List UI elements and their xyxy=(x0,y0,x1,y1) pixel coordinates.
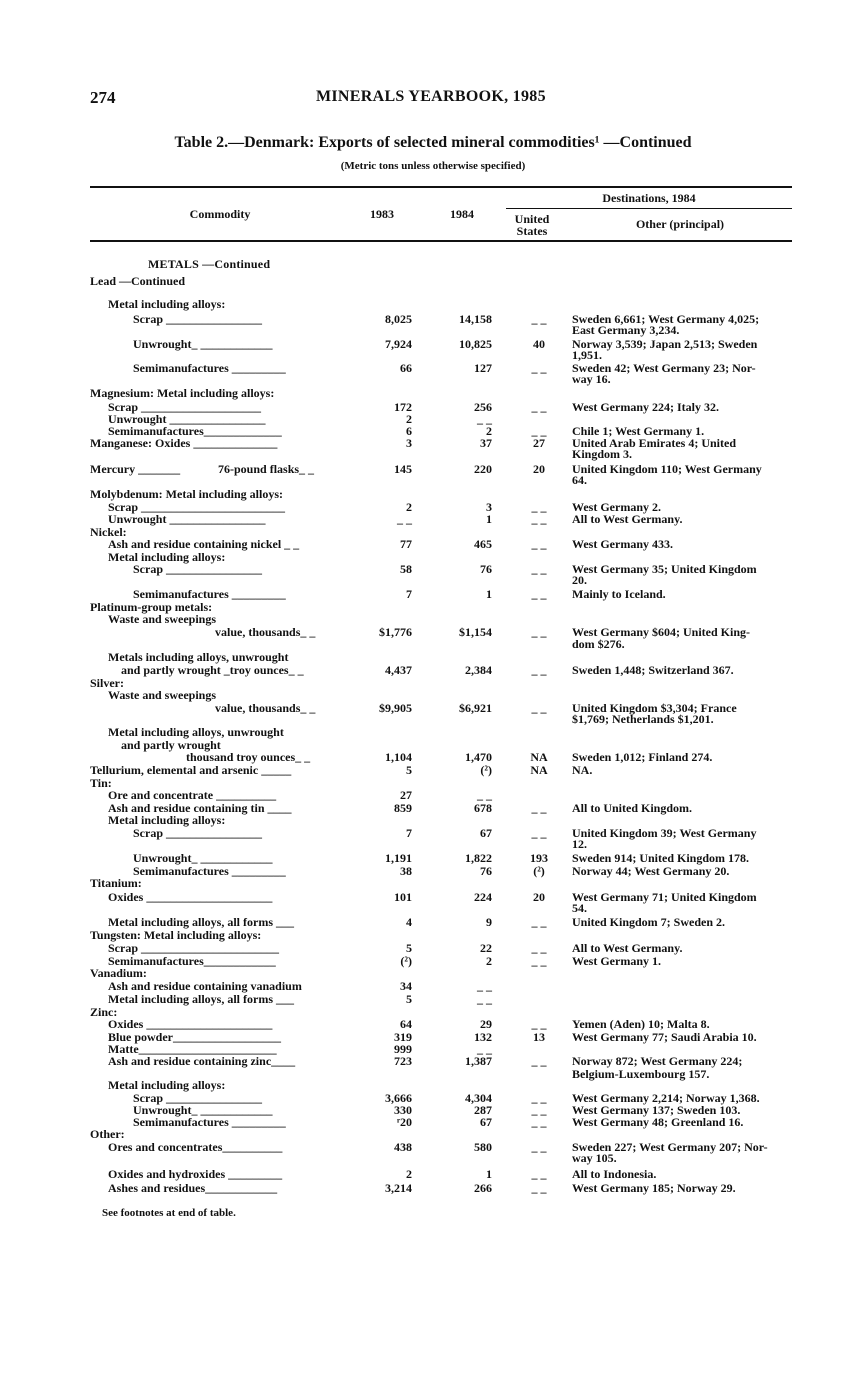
united-states-cell: _ _ xyxy=(531,1054,547,1068)
value-1984-cell: 2,384 xyxy=(465,663,492,677)
commodity-cell: Silver: xyxy=(90,676,124,690)
table-row xyxy=(0,993,866,1006)
header-united-states-line2: States xyxy=(516,224,548,238)
value-1984-cell: 127 xyxy=(474,361,492,375)
value-1984-cell: 256 xyxy=(474,400,492,414)
commodity-cell: Ore and concentrate __________ xyxy=(108,788,277,802)
value-1983-cell: 3,214 xyxy=(385,1181,412,1195)
table-row xyxy=(0,664,866,677)
destination-cell: United Arab Emirates 4; United xyxy=(572,436,736,450)
value-1984-cell: 67 xyxy=(480,826,492,840)
value-1984-cell: 29 xyxy=(480,1017,492,1031)
united-states-cell: 40 xyxy=(533,337,545,351)
commodity-cell: and partly wrought _troy ounces_ _ xyxy=(121,663,304,677)
united-states-cell: _ _ xyxy=(531,1091,547,1105)
united-states-cell: _ _ xyxy=(531,500,547,514)
value-1983-cell: 145 xyxy=(394,462,412,476)
destination-cell: United Kingdom 110; West Germany xyxy=(572,462,762,476)
commodity-cell: METALS —Continued xyxy=(148,257,271,271)
destination-cell: 20. xyxy=(572,573,587,587)
value-1984-cell: _ _ xyxy=(477,1042,492,1056)
commodity-cell: Vanadium: xyxy=(90,966,147,980)
value-1983-cell: ʳ20 xyxy=(396,1115,412,1129)
value-1983-cell: 7 xyxy=(406,826,412,840)
united-states-cell: (²) xyxy=(533,864,545,878)
united-states-cell: _ _ xyxy=(531,1103,547,1117)
commodity-cell: Matte_______________________ xyxy=(108,1042,277,1056)
commodity-cell: Oxides _____________________ xyxy=(108,890,273,904)
commodity-cell: Scrap ________________________ xyxy=(108,500,285,514)
value-1984-cell: 132 xyxy=(474,1030,492,1044)
table-row xyxy=(0,513,866,526)
united-states-cell: _ _ xyxy=(531,941,547,955)
destination-cell: NA. xyxy=(572,763,593,777)
table-subtitle: (Metric tons unless otherwise specified) xyxy=(340,160,526,172)
value-1983-cell: 5 xyxy=(406,763,412,777)
united-states-cell: NA xyxy=(530,750,548,764)
destination-cell: United Kingdom 7; Sweden 2. xyxy=(572,915,726,929)
header-other-principal: Other (principal) xyxy=(635,217,725,231)
table-row xyxy=(0,474,866,487)
united-states-cell: 20 xyxy=(533,890,545,904)
destination-cell: West Germany 224; Italy 32. xyxy=(572,400,719,414)
destination-cell: Sweden 1,012; Finland 274. xyxy=(572,750,713,764)
united-states-cell: _ _ xyxy=(531,537,547,551)
commodity-cell: Metal including alloys, unwrought xyxy=(108,725,284,739)
destination-cell: Sweden 6,661; West Germany 4,025; xyxy=(572,312,760,326)
destination-cell: Belgium-Luxembourg 157. xyxy=(572,1067,710,1081)
destinations-rule xyxy=(506,208,792,209)
value-1983-cell: 7,924 xyxy=(385,337,412,351)
commodity-cell: Molybdenum: Metal including alloys: xyxy=(90,487,284,501)
commodity-cell: Scrap ________________ xyxy=(133,1091,262,1105)
destination-cell: All to West Germany. xyxy=(572,512,683,526)
commodity-cell: Unwrought_ ____________ xyxy=(133,337,273,351)
value-1983-cell: 1,104 xyxy=(385,750,412,764)
value-1984-cell: 266 xyxy=(474,1181,492,1195)
destination-cell: West Germany 2,214; Norway 1,368. xyxy=(572,1091,760,1105)
united-states-cell: _ _ xyxy=(531,424,547,438)
commodity-cell: Semimanufactures _________ xyxy=(133,587,286,601)
destination-cell: West Germany 433. xyxy=(572,537,673,551)
value-1984-cell: 224 xyxy=(474,890,492,904)
commodity-cell: Ash and residue containing tin ____ xyxy=(108,801,292,815)
destination-cell: way 105. xyxy=(572,1151,617,1165)
value-1983-cell: 2 xyxy=(406,500,412,514)
commodity-cell: Ores and concentrates__________ xyxy=(108,1140,283,1154)
destination-cell: 12. xyxy=(572,837,587,851)
value-1983-cell: 330 xyxy=(394,1103,412,1117)
value-1983-cell: 38 xyxy=(400,864,412,878)
table-row xyxy=(0,275,866,288)
destination-cell: West Germany 71; United Kingdom xyxy=(572,890,757,904)
destination-cell: All to Indonesia. xyxy=(572,1167,657,1181)
united-states-cell: _ _ xyxy=(531,663,547,677)
value-1984-cell: _ _ xyxy=(477,412,492,426)
unit-cell: thousand troy ounces_ _ xyxy=(186,750,311,764)
united-states-cell: _ _ xyxy=(531,801,547,815)
value-1984-cell: 22 xyxy=(480,941,492,955)
united-states-cell: _ _ xyxy=(531,512,547,526)
value-1983-cell: 6 xyxy=(406,424,412,438)
value-1984-cell: 76 xyxy=(480,864,492,878)
destination-cell: $1,769; Netherlands $1,201. xyxy=(572,712,714,726)
destination-cell: All to United Kingdom. xyxy=(572,801,693,815)
commodity-cell: Zinc: xyxy=(90,1005,118,1019)
value-1984-cell: 2 xyxy=(486,954,492,968)
value-1983-cell: 1,191 xyxy=(385,851,412,865)
united-states-cell: NA xyxy=(530,763,548,777)
commodity-cell: Semimanufactures _________ xyxy=(133,361,286,375)
destination-cell: Norway 3,539; Japan 2,513; Sweden xyxy=(572,337,758,351)
value-1983-cell: 2 xyxy=(406,1167,412,1181)
value-1984-cell: 3 xyxy=(486,500,492,514)
value-1983-cell: 4 xyxy=(406,915,412,929)
destination-cell: 64. xyxy=(572,473,587,487)
value-1983-cell: 77 xyxy=(400,537,412,551)
destination-cell: Sweden 1,448; Switzerland 367. xyxy=(572,663,734,677)
destination-cell: Yemen (Aden) 10; Malta 8. xyxy=(572,1017,710,1031)
value-1984-cell: 14,158 xyxy=(459,312,492,326)
value-1984-cell: 1,470 xyxy=(465,750,492,764)
table-row xyxy=(0,1182,866,1195)
value-1984-cell: 220 xyxy=(474,462,492,476)
value-1984-cell: _ _ xyxy=(477,979,492,993)
value-1984-cell: 9 xyxy=(486,915,492,929)
footnote: See footnotes at end of table. xyxy=(102,1207,236,1219)
commodity-cell: Semimanufactures _________ xyxy=(133,1115,286,1129)
commodity-cell: Scrap ________________ xyxy=(133,312,262,326)
united-states-cell: _ _ xyxy=(531,1115,547,1129)
header-commodity: Commodity xyxy=(189,207,251,221)
commodity-cell: Semimanufactures____________ xyxy=(108,954,276,968)
unit-cell: 76-pound flasks_ _ xyxy=(218,462,315,476)
value-1983-cell: $9,905 xyxy=(379,701,412,715)
commodity-cell: Tungsten: Metal including alloys: xyxy=(90,928,262,942)
header-1984: 1984 xyxy=(450,207,474,221)
commodity-cell: Unwrought ________________ xyxy=(108,512,266,526)
commodity-cell: Metal including alloys, all forms ___ xyxy=(108,915,294,929)
table-row xyxy=(0,1152,866,1165)
table-row xyxy=(0,852,866,865)
value-1984-cell: 76 xyxy=(480,562,492,576)
destination-cell: West Germany $604; United King- xyxy=(572,625,750,639)
destination-cell: West Germany 48; Greenland 16. xyxy=(572,1115,744,1129)
value-1983-cell: 64 xyxy=(400,1017,412,1031)
value-1984-cell: 2 xyxy=(486,424,492,438)
page-number: 274 xyxy=(90,88,116,107)
destination-cell: All to West Germany. xyxy=(572,941,683,955)
united-states-cell: _ _ xyxy=(531,1181,547,1195)
commodity-cell: Waste and sweepings xyxy=(108,612,217,626)
value-1983-cell: 5 xyxy=(406,941,412,955)
commodity-cell: Blue powder__________________ xyxy=(108,1030,282,1044)
commodity-cell: Nickel: xyxy=(90,525,127,539)
destination-cell: 54. xyxy=(572,901,587,915)
table-row xyxy=(0,324,866,337)
commodity-cell: Manganese: Oxides ______________ xyxy=(90,436,278,450)
united-states-cell: _ _ xyxy=(531,400,547,414)
value-1984-cell: 465 xyxy=(474,537,492,551)
commodity-cell: Semimanufactures_____________ xyxy=(108,424,282,438)
commodity-cell: Unwrought_ ____________ xyxy=(133,851,273,865)
destination-cell: West Germany 137; Sweden 103. xyxy=(572,1103,741,1117)
united-states-cell: _ _ xyxy=(531,701,547,715)
united-states-cell: _ _ xyxy=(531,1017,547,1031)
commodity-cell: Magnesium: Metal including alloys: xyxy=(90,386,275,400)
commodity-cell: Platinum-group metals: xyxy=(90,600,213,614)
destination-cell: Chile 1; West Germany 1. xyxy=(572,424,705,438)
commodity-cell: Other: xyxy=(90,1127,125,1141)
destination-cell: 1,951. xyxy=(572,348,602,362)
value-1983-cell: 999 xyxy=(394,1042,412,1056)
destination-cell: United Kingdom 39; West Germany xyxy=(572,826,757,840)
commodity-cell: Lead —Continued xyxy=(90,274,186,288)
commodity-cell: Ash and residue containing zinc____ xyxy=(108,1054,296,1068)
value-1983-cell: 101 xyxy=(394,890,412,904)
commodity-cell: Ashes and residues____________ xyxy=(108,1181,278,1195)
value-1984-cell: _ _ xyxy=(477,788,492,802)
table-row xyxy=(0,258,866,271)
value-1983-cell: 34 xyxy=(400,979,412,993)
value-1984-cell: 4,304 xyxy=(465,1091,492,1105)
destination-cell: dom $276. xyxy=(572,637,625,651)
table-row xyxy=(0,1168,866,1181)
value-1983-cell: 27 xyxy=(400,788,412,802)
united-states-cell: _ _ xyxy=(531,1167,547,1181)
commodity-cell: Oxides and hydroxides _________ xyxy=(108,1167,283,1181)
value-1984-cell: 1,387 xyxy=(465,1054,492,1068)
commodity-cell: Metals including alloys, unwrought xyxy=(108,650,289,664)
united-states-cell: _ _ xyxy=(531,954,547,968)
united-states-cell: 27 xyxy=(533,436,545,450)
destination-cell: West Germany 77; Saudi Arabia 10. xyxy=(572,1030,757,1044)
unit-cell: value, thousands_ _ xyxy=(215,625,316,639)
destination-cell: West Germany 1. xyxy=(572,954,661,968)
commodity-cell: Metal including alloys: xyxy=(108,1078,226,1092)
value-1984-cell: 287 xyxy=(474,1103,492,1117)
header-destinations: Destinations, 1984 xyxy=(602,191,696,205)
value-1983-cell: 58 xyxy=(400,562,412,576)
table-row xyxy=(0,764,866,777)
commodity-cell: Waste and sweepings xyxy=(108,688,217,702)
value-1984-cell: 10,825 xyxy=(459,337,492,351)
value-1984-cell: 1 xyxy=(486,1167,492,1181)
united-states-cell: _ _ xyxy=(531,562,547,576)
commodity-cell: Metal including alloys: xyxy=(108,297,226,311)
value-1984-cell: _ _ xyxy=(477,992,492,1006)
united-states-cell: 193 xyxy=(530,851,548,865)
header-bottom-rule xyxy=(90,240,792,242)
table-row xyxy=(0,448,866,461)
value-1984-cell: 37 xyxy=(480,436,492,450)
unit-cell: value, thousands_ _ xyxy=(215,701,316,715)
table-row xyxy=(0,574,866,587)
value-1983-cell: 8,025 xyxy=(385,312,412,326)
commodity-cell: Oxides _____________________ xyxy=(108,1017,273,1031)
table-row xyxy=(0,838,866,851)
commodity-cell: Scrap ________________ xyxy=(133,562,262,576)
table-row xyxy=(0,387,866,400)
value-1984-cell: 1,822 xyxy=(465,851,492,865)
commodity-cell: Ash and residue containing vanadium xyxy=(108,979,302,993)
destination-cell: Norway 44; West Germany 20. xyxy=(572,864,730,878)
value-1983-cell: 859 xyxy=(394,801,412,815)
table-row xyxy=(0,298,866,311)
united-states-cell: _ _ xyxy=(531,1140,547,1154)
united-states-cell: 20 xyxy=(533,462,545,476)
commodity-cell: Scrap ________________ xyxy=(133,826,262,840)
commodity-cell: Metal including alloys: xyxy=(108,550,226,564)
value-1984-cell: $1,154 xyxy=(459,625,492,639)
commodity-cell: Titanium: xyxy=(90,876,142,890)
commodity-cell: Ash and residue containing nickel _ _ xyxy=(108,537,300,551)
value-1983-cell: 2 xyxy=(406,412,412,426)
destination-cell: West Germany 35; United Kingdom xyxy=(572,562,757,576)
header-1983: 1983 xyxy=(370,207,394,221)
value-1983-cell: 319 xyxy=(394,1030,412,1044)
value-1984-cell: 67 xyxy=(480,1115,492,1129)
value-1983-cell: 3,666 xyxy=(385,1091,412,1105)
destination-cell: West Germany 185; Norway 29. xyxy=(572,1181,736,1195)
value-1983-cell: 4,437 xyxy=(385,663,412,677)
united-states-cell: _ _ xyxy=(531,312,547,326)
destination-cell: West Germany 2. xyxy=(572,500,661,514)
value-1983-cell: 172 xyxy=(394,400,412,414)
destination-cell: way 16. xyxy=(572,372,611,386)
destination-cell: United Kingdom $3,304; France xyxy=(572,701,737,715)
header-united-states-line1: United xyxy=(514,212,550,226)
destination-cell: Mainly to Iceland. xyxy=(572,587,666,601)
commodity-cell: Scrap ____________________ xyxy=(108,400,261,414)
commodity-cell: Tellurium, elemental and arsenic _____ xyxy=(90,763,292,777)
table-top-rule xyxy=(90,186,792,188)
commodity-cell: Scrap _______________________ xyxy=(108,941,279,955)
united-states-cell: _ _ xyxy=(531,826,547,840)
destination-cell: Sweden 227; West Germany 207; Nor- xyxy=(572,1140,768,1154)
united-states-cell: _ _ xyxy=(531,361,547,375)
value-1983-cell: 723 xyxy=(394,1054,412,1068)
commodity-cell: Metal including alloys: xyxy=(108,813,226,827)
united-states-cell: _ _ xyxy=(531,625,547,639)
table-row xyxy=(0,902,866,915)
commodity-cell: Mercury _______ xyxy=(90,462,181,476)
running-title: MINERALS YEARBOOK, 1985 xyxy=(316,88,546,105)
commodity-cell: Metal including alloys, all forms ___ xyxy=(108,992,294,1006)
table-row xyxy=(0,1055,866,1068)
value-1984-cell: 678 xyxy=(474,801,492,815)
value-1984-cell: (²) xyxy=(480,763,492,777)
commodity-cell: Tin: xyxy=(90,776,112,790)
united-states-cell: _ _ xyxy=(531,587,547,601)
commodity-cell: Semimanufactures _________ xyxy=(133,864,286,878)
value-1983-cell: _ _ xyxy=(397,512,412,526)
value-1983-cell: 3 xyxy=(406,436,412,450)
value-1984-cell: 1 xyxy=(486,512,492,526)
table-row xyxy=(0,877,866,890)
destination-cell: Sweden 42; West Germany 23; Nor- xyxy=(572,361,756,375)
commodity-cell: and partly wrought xyxy=(121,738,221,752)
destination-cell: Norway 872; West Germany 224; xyxy=(572,1054,743,1068)
destination-cell: Kingdom 3. xyxy=(572,447,633,461)
value-1984-cell: 1 xyxy=(486,587,492,601)
value-1983-cell: 438 xyxy=(394,1140,412,1154)
value-1984-cell: 580 xyxy=(474,1140,492,1154)
value-1983-cell: $1,776 xyxy=(379,625,412,639)
commodity-cell: Unwrought ________________ xyxy=(108,412,266,426)
commodity-cell: Unwrought_ ____________ xyxy=(133,1103,273,1117)
value-1984-cell: $6,921 xyxy=(459,701,492,715)
value-1983-cell: (²) xyxy=(400,954,412,968)
value-1983-cell: 5 xyxy=(406,992,412,1006)
united-states-cell: 13 xyxy=(533,1030,545,1044)
destination-cell: East Germany 3,234. xyxy=(572,323,680,337)
destination-cell: Sweden 914; United Kingdom 178. xyxy=(572,851,750,865)
value-1983-cell: 66 xyxy=(400,361,412,375)
table-row xyxy=(0,373,866,386)
united-states-cell: _ _ xyxy=(531,915,547,929)
value-1983-cell: 7 xyxy=(406,587,412,601)
table-title: Table 2.—Denmark: Exports of selected mineral commodities¹ —Continued xyxy=(174,134,692,151)
